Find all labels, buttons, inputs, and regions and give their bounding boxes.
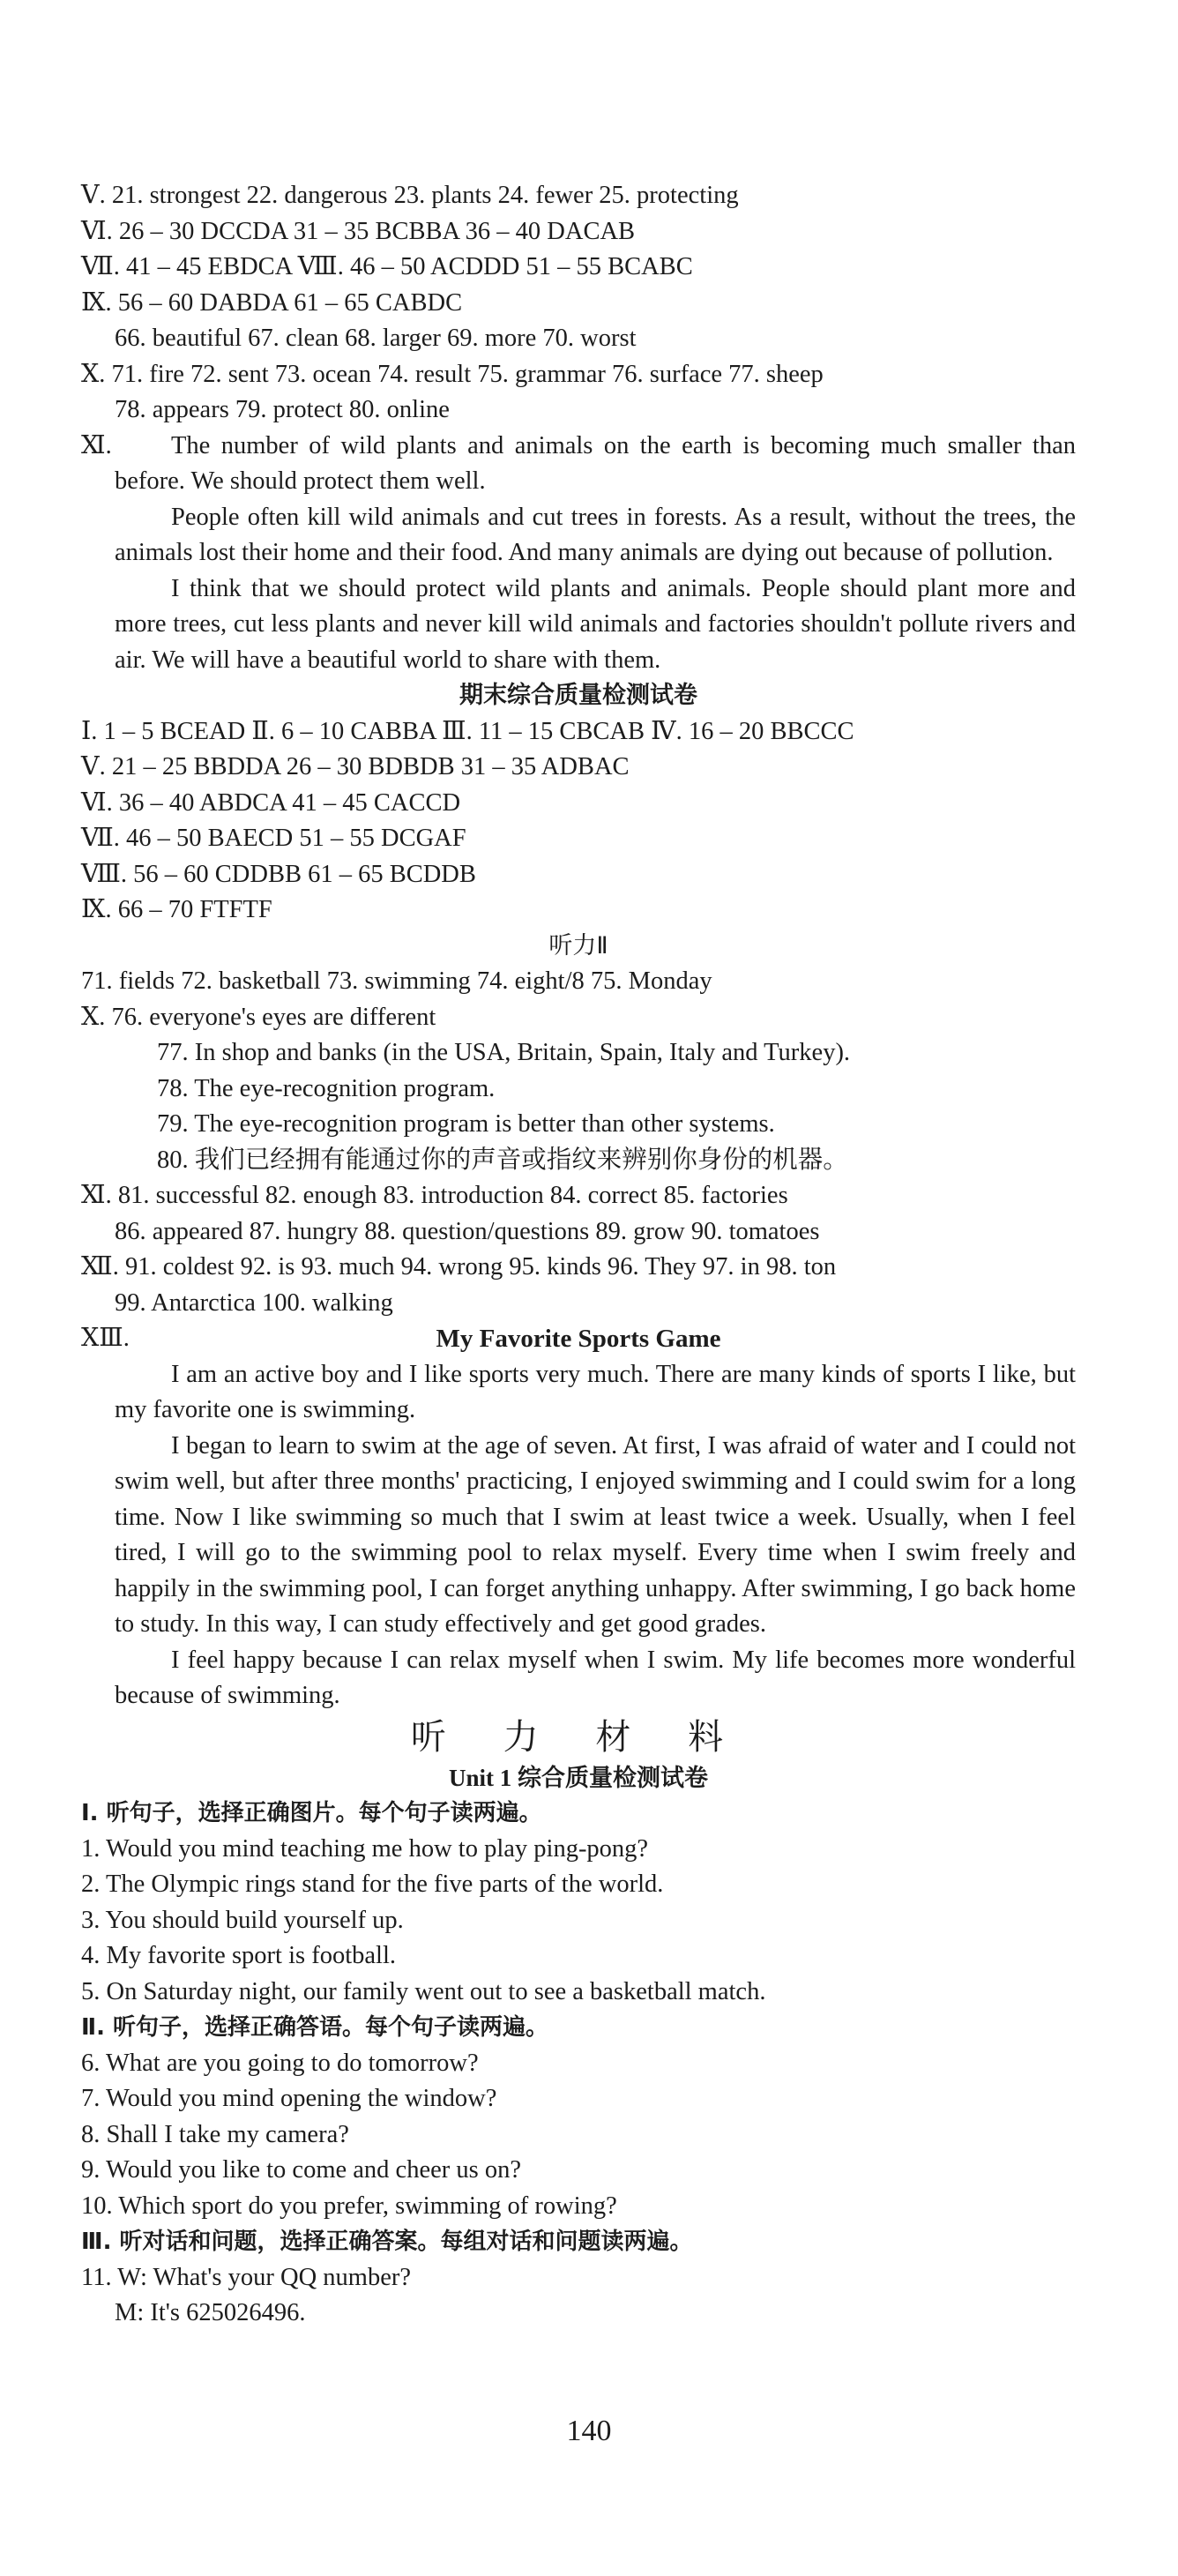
page-content <box>81 178 1076 2332</box>
answer-line: Ⅷ. 56 – 60 CDDBB 61 – 65 BCDDB <box>81 860 476 888</box>
essay-paragraph: People often kill wild animals and cut trees in forests. As a result, without the trees, the animals lost their home and their food. And many animals are dying out because of pollution. <box>115 503 1076 566</box>
materials-title: 听 力 材 料 <box>410 1716 747 1758</box>
listening-item: 8. Shall I take my camera? <box>81 2120 349 2148</box>
answer-line: Ⅵ. 26 – 30 DCCDA 31 – 35 BCBBA 36 – 40 DACAB <box>81 217 636 245</box>
essay-paragraph: I feel happy because I can relax myself when I swim. My life becomes more wonderful because of swimming. <box>115 1646 1076 1709</box>
answer-line: Ⅸ. 56 – 60 DABDA 61 – 65 CABDC <box>81 288 463 317</box>
essay-paragraph: The number of wild plants and animals on the earth is becoming much smaller than before. We should protect them well. <box>115 431 1076 495</box>
listening-item: 9. Would you like to come and cheer us on? <box>81 2156 521 2184</box>
answer-line: Ⅸ. 66 – 70 FTFTF <box>81 896 272 923</box>
instruction: Ⅰ. 听句子，选择正确图片。每个句子读两遍。 <box>81 1800 542 1826</box>
essay-paragraph: I am an active boy and I like sports very much. There are many kinds of sports I like, but my favorite one is swimming. <box>115 1360 1076 1423</box>
page-number: 140 <box>566 2415 612 2447</box>
instruction: Ⅱ. 听句子，选择正确答语。每个句子读两遍。 <box>81 2014 549 2041</box>
answer-line: Ⅺ. 81. successful 82. enough 83. introduction 84. correct 85. factories <box>81 1182 788 1209</box>
answer-line: 78. The eye-recognition program. <box>157 1074 496 1102</box>
essay-1 <box>81 429 1076 679</box>
answer-line: Ⅴ. 21 – 25 BBDDA 26 – 30 BDBDB 31 – 35 ADBAC <box>81 753 630 780</box>
materials-subtitle: Unit 1 综合质量检测试卷 <box>448 1764 708 1791</box>
answer-line: 77. In shop and banks (in the USA, Britain, Spain, Italy and Turkey). <box>157 1039 851 1066</box>
section-label: Ⅺ. <box>81 431 112 459</box>
answer-line: Ⅶ. 41 – 45 EBDCA Ⅷ. 46 – 50 ACDDD 51 – 55 BCABC <box>81 253 693 280</box>
answer-line: 66. beautiful 67. clean 68. larger 69. more 70. worst <box>115 325 637 352</box>
answer-line: Ⅰ. 1 – 5 BCEAD Ⅱ. 6 – 10 CABBA Ⅲ. 11 – 15 CBCAB Ⅳ. 16 – 20 BBCCC <box>81 717 854 745</box>
answer-line: 71. fields 72. basketball 73. swimming 74. eight/8 75. Monday <box>81 967 712 995</box>
listening-item: 1. Would you mind teaching me how to play ping-pong? <box>81 1834 649 1863</box>
answer-line: Ⅶ. 46 – 50 BAECD 51 – 55 DCGAF <box>81 825 466 852</box>
answer-line: Ⅻ. 91. coldest 92. is 93. much 94. wrong 95. kinds 96. They 97. in 98. ton <box>81 1253 837 1281</box>
listening-item: 4. My favorite sport is football. <box>81 1942 396 1969</box>
listening-item: 10. Which sport do you prefer, swimming of rowing? <box>81 2191 617 2220</box>
answer-line: 79. The eye-recognition program is better than other systems. <box>157 1110 775 1138</box>
answer-line: Ⅵ. 36 – 40 ABDCA 41 – 45 CACCD <box>81 788 461 817</box>
listening-item: 3. You should build yourself up. <box>81 1906 404 1934</box>
listening-item: M: It's 625026496. <box>115 2299 306 2326</box>
answer-line: Ⅴ. 21. strongest 22. dangerous 23. plants 24. fewer 25. protecting <box>81 182 739 209</box>
instruction: Ⅲ. 听对话和问题，选择正确答案。每组对话和问题读两遍。 <box>81 2229 693 2255</box>
answer-line: 99. Antarctica 100. walking <box>115 1288 393 1317</box>
answer-line: Ⅹ. 71. fire 72. sent 73. ocean 74. result 75. grammar 76. surface 77. sheep <box>81 360 824 388</box>
section-label: ⅩⅢ. <box>81 1325 130 1352</box>
listening-item: 11. W: What's your QQ number? <box>81 2263 411 2291</box>
listening-item: 6. What are you going to do tomorrow? <box>81 2049 479 2077</box>
answer-line: Ⅹ. 76. everyone's eyes are different <box>81 1003 436 1031</box>
essay-title: My Favorite Sports Game <box>436 1325 721 1353</box>
answer-line: 80. 我们已经拥有能通过你的声音或指纹来辨别你身份的机器。 <box>157 1146 848 1174</box>
section-title: 期末综合质量检测试卷 <box>459 682 697 709</box>
listening-item: 5. On Saturday night, our family went out to see a basketball match. <box>81 1977 766 2005</box>
section-title: 听力Ⅱ <box>548 931 608 959</box>
answer-line: 86. appeared 87. hungry 88. question/questions 89. grow 90. tomatoes <box>115 1217 820 1245</box>
answer-line: 78. appears 79. protect 80. online <box>115 396 450 423</box>
essay-paragraph: I began to learn to swim at the age of seven. At first, I was afraid of water and I could not swim well, but after three months' practicing, I enjoyed swimming and I could swim for a long time. Now I like swimming so much that I swim at least twice a week. Usually, when I feel tired, I will go to the swimming pool to relax myself. Every time when I swim freely and happily in the swimming pool, I can forget anything unhappy. After swimming, I go back home to study. In this way, I can study effectively and get good grades. <box>115 1431 1076 1638</box>
essay-paragraph: I think that we should protect wild plants and animals. People should plant more and more trees, cut less plants and never kill wild animals and factories shouldn't pollute rivers and air. We will have a beautiful world to share with them. <box>115 574 1076 674</box>
listening-item: 7. Would you mind opening the window? <box>81 2085 497 2112</box>
essay-2 <box>81 1321 1076 1714</box>
listening-item: 2. The Olympic rings stand for the five parts of the world. <box>81 1870 664 1898</box>
